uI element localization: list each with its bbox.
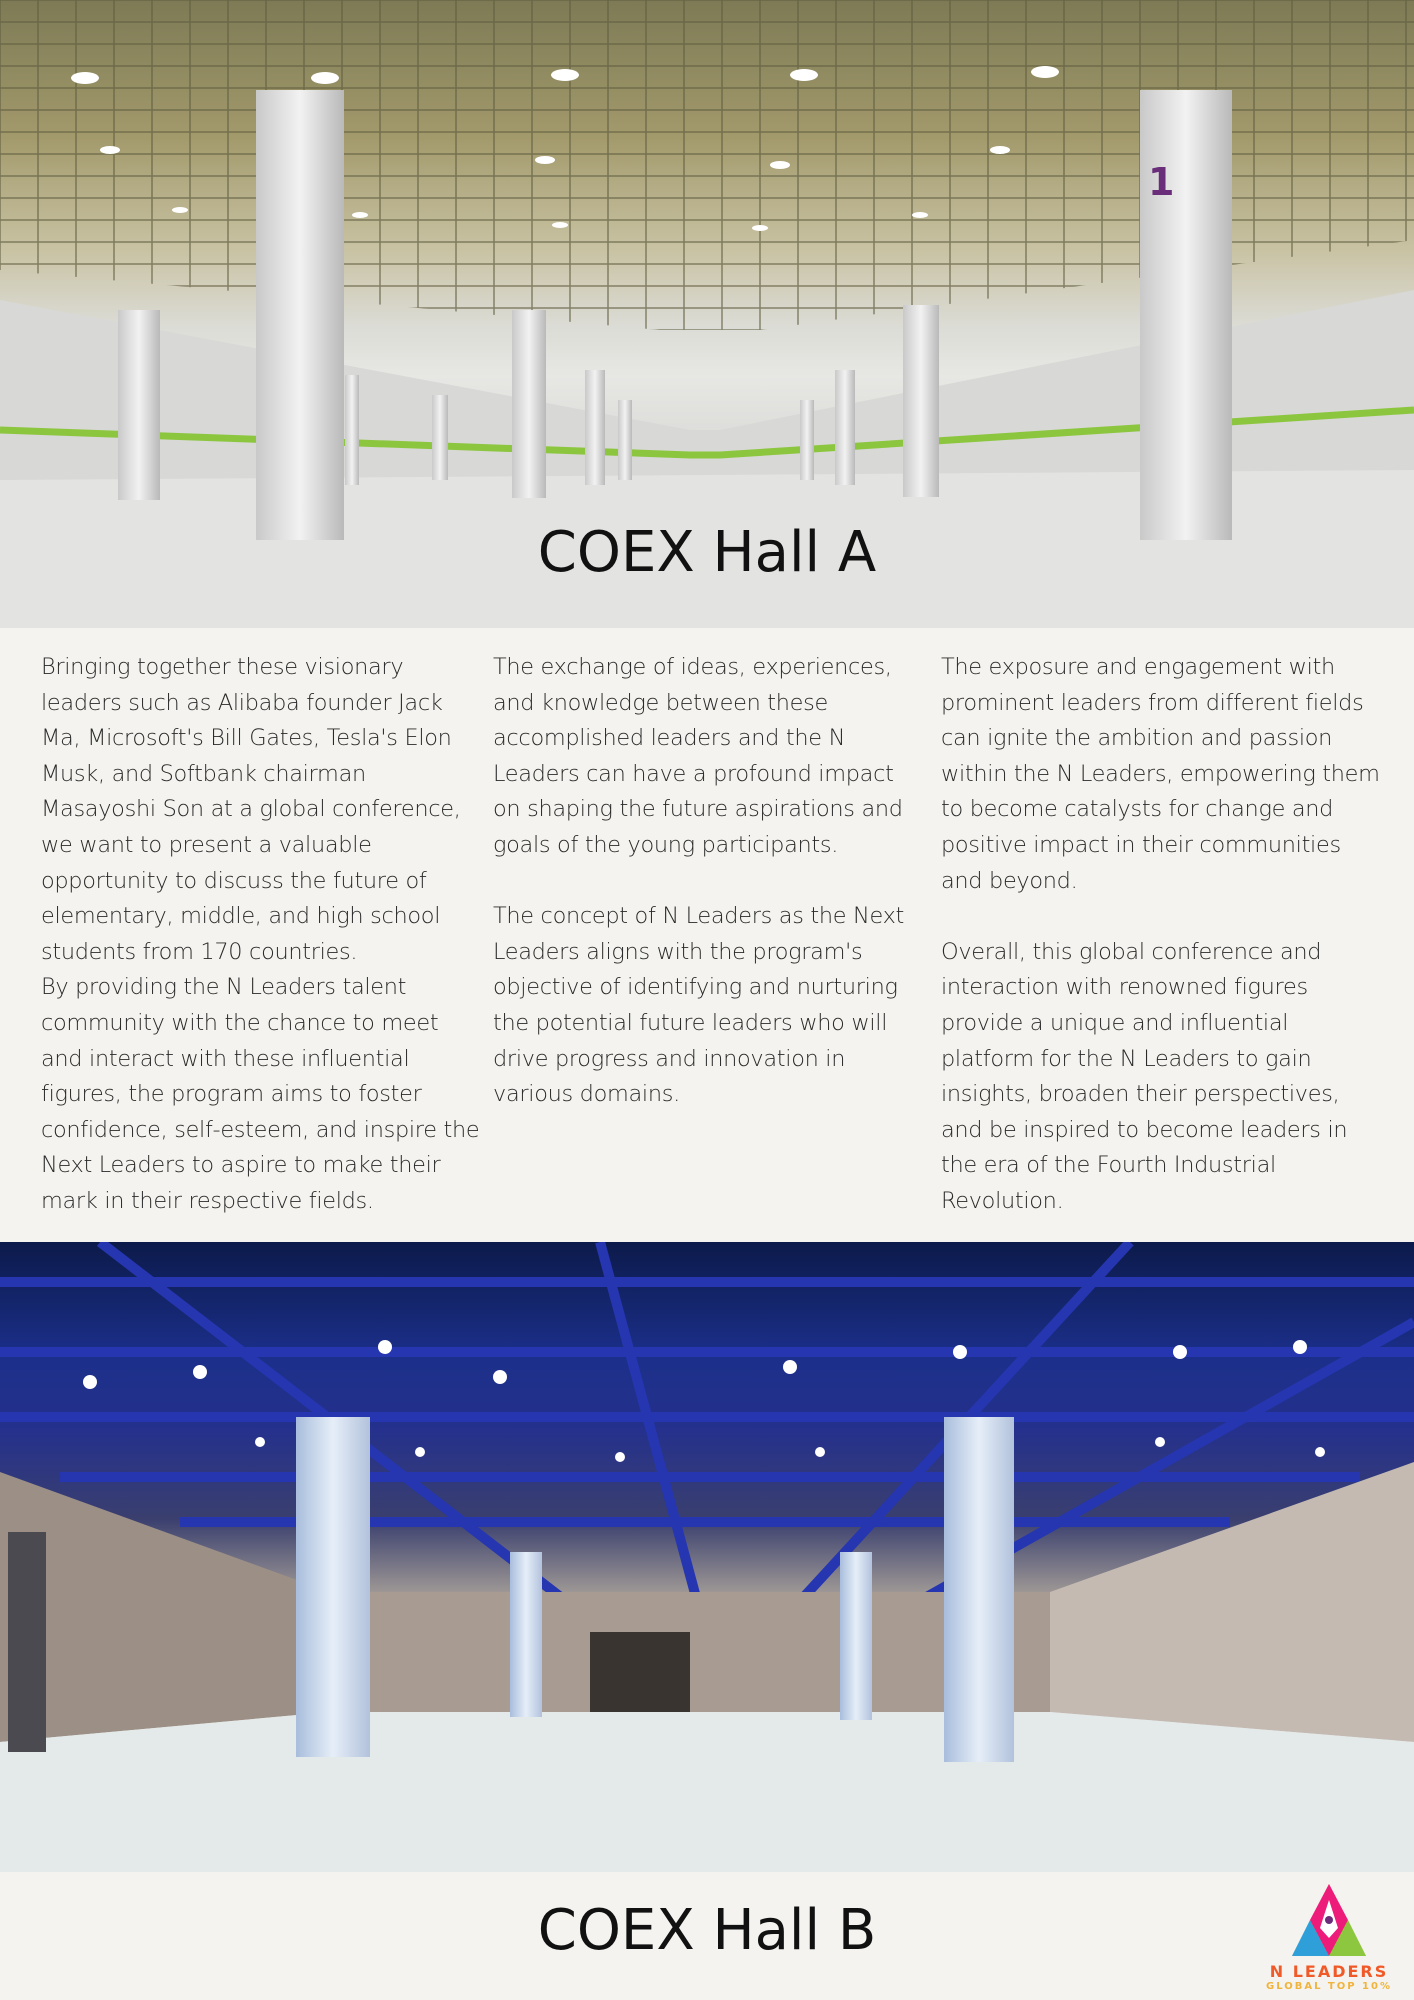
logo-tagline: GLOBAL TOP 10% bbox=[1265, 1981, 1392, 1992]
paragraph: By providing the N Leaders talent community with the chance to meet and interact with these influential figures, the program aims to foster confidence, self-esteem, and inspire the Next Leaders to aspire to make their mark in their respective fields. bbox=[41, 974, 480, 1214]
paragraph: Overall, this global conference and interaction with renowned figures provide a unique and influential platform for the N Leaders to gain insights, broaden their perspectives, and be inspired to become leaders in the era of the Fourth Industrial Revolution. bbox=[941, 938, 1348, 1214]
text-column-3 bbox=[941, 650, 1381, 1220]
rocket-logo-icon bbox=[1254, 1880, 1404, 1960]
footer bbox=[0, 1872, 1414, 2000]
text-column-1 bbox=[41, 650, 481, 1220]
hall-b-title: COEX Hall B bbox=[537, 1898, 877, 1963]
hall-b-photo bbox=[0, 1242, 1414, 1872]
paragraph: Bringing together these visionary leaders such as Alibaba founder Jack Ma, Microsoft's Bill Gates, Tesla's Elon Musk, and Softbank chairman Masayoshi Son at a global conference, we want to present a valuable opportunity to discuss the future of elementary, middle, and high school students from 170 countries. bbox=[41, 654, 461, 965]
paragraph: The exposure and engagement with prominent leaders from different fields can ignite the ambition and passion within the N Leaders, empowering them to become catalysts for change and positive impact in their communities and beyond. bbox=[941, 654, 1380, 894]
hall-a-title: COEX Hall A bbox=[537, 520, 877, 585]
text-column-2 bbox=[493, 650, 923, 1113]
hall-b-illustration bbox=[0, 1242, 1414, 1872]
n-leaders-logo bbox=[1254, 1880, 1404, 1998]
paragraph: The concept of N Leaders as the Next Leaders aligns with the program's objective of identifying and nurturing the potential future leaders who will drive progress and innovation in various domains. bbox=[493, 903, 905, 1108]
description-columns bbox=[0, 628, 1414, 1242]
paragraph: The exchange of ideas, experiences, and knowledge between these accomplished leaders and the N Leaders can have a profound impact on shaping the future aspirations and goals of the young participants. bbox=[493, 654, 903, 858]
svg-text:1: 1 bbox=[1148, 160, 1175, 204]
logo-name: N LEADERS bbox=[1269, 1962, 1389, 1981]
hall-a-photo bbox=[0, 0, 1414, 628]
